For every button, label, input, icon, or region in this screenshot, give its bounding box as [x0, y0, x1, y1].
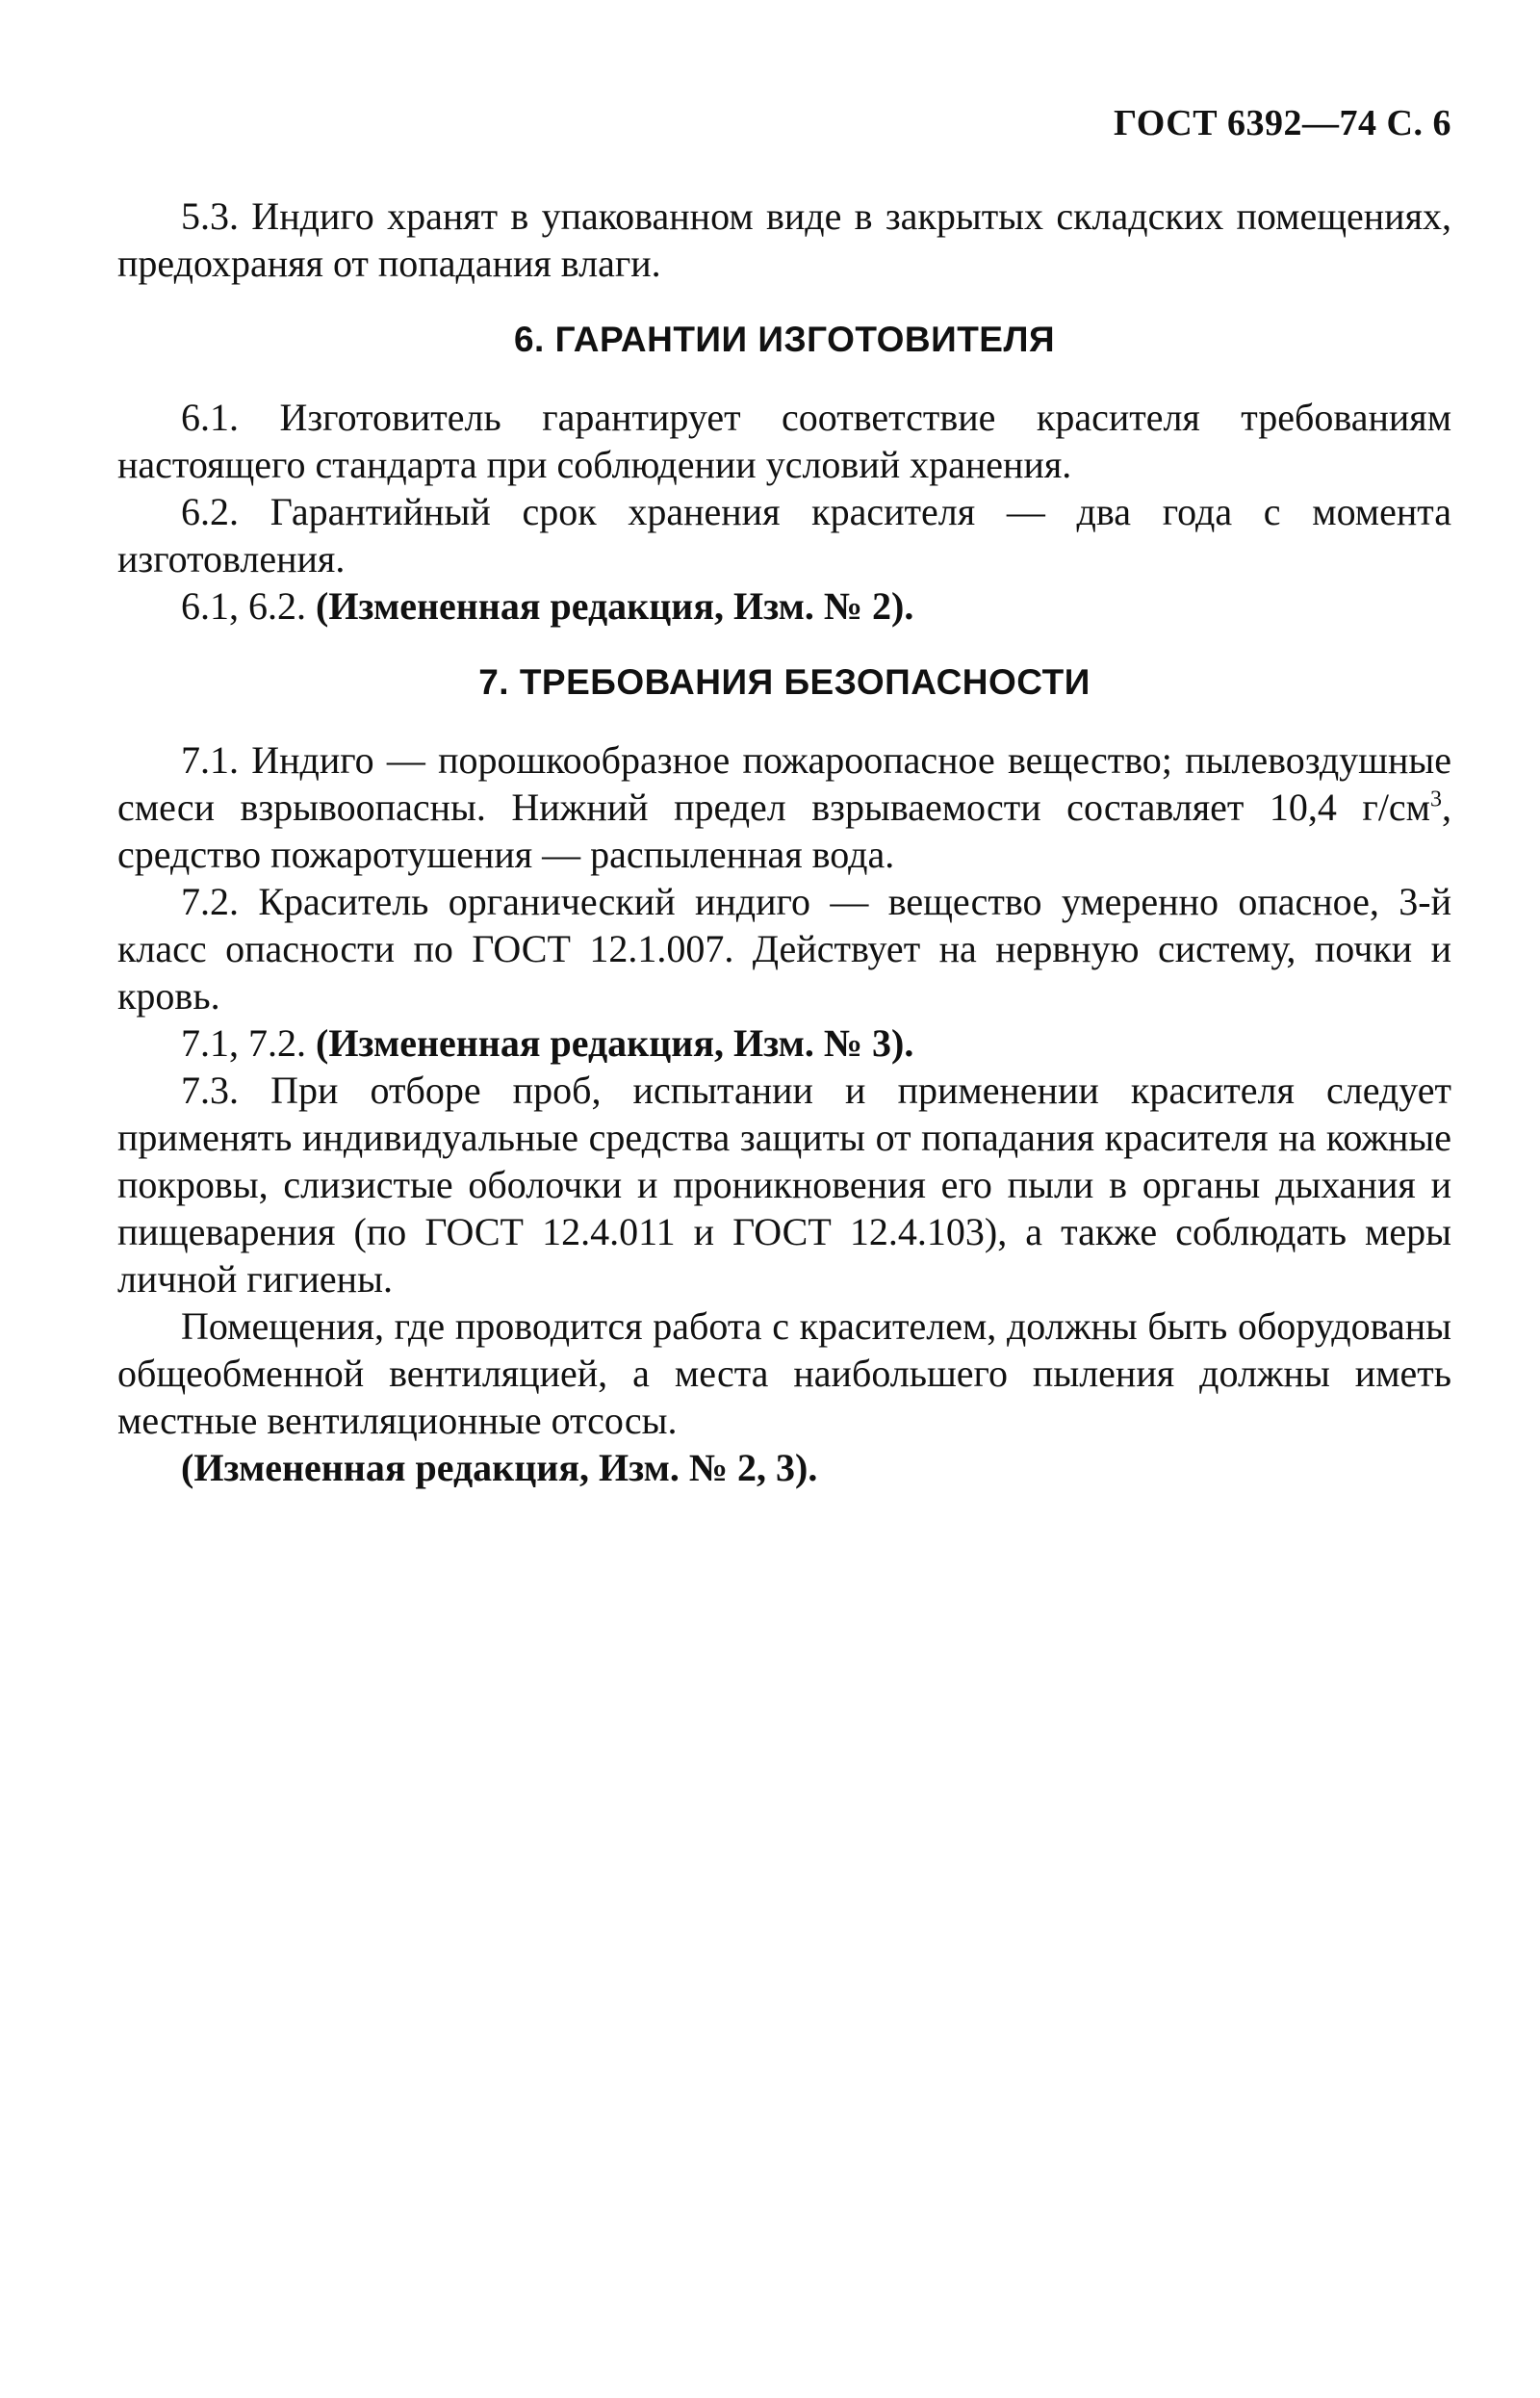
paragraph-7-3: 7.3. При отборе проб, испытании и применении красителя следует применять индивидуальные средства защиты от попадания красителя на кожные покровы, слизистые оболочки и проникновения его пыли в органы дыхания и пищеварения (по ГОСТ 12.4.011 и ГОСТ 12.4.103), а также соблюдать меры личной гигиены. — [117, 1069, 1451, 1301]
paragraph-5-3: 5.3. Индиго хранят в упакованном виде в закрытых складских помещениях, предохраняя от попадания влаги. — [117, 194, 1451, 285]
amendment-note-7-1 — [117, 1019, 1451, 1067]
paragraph-7-2: 7.2. Краситель органический индиго — вещество умеренно опасное, 3-й класс опасности по ГОСТ 12.1.007. Действует на нервную систему, почки и кровь. — [117, 880, 1451, 1018]
amendment-note-7-2: (Измененная редакция, Изм. № 2, 3). — [181, 1446, 818, 1489]
amendment-ref: 6.1, 6.2. — [181, 584, 316, 628]
paragraph-6-2: 6.2. Гарантийный срок хранения красителя — два года с момента изготовления. — [117, 490, 1451, 580]
paragraph-7-1-part-b: , средство пожаротушения — распыленная вода. — [117, 786, 1451, 876]
paragraph-6-1: 6.1. Изготовитель гарантирует соответствие красителя требованиям настоящего стандарта при соблюдении условий хранения. — [117, 396, 1451, 486]
paragraph-7-1 — [117, 736, 1451, 878]
paragraph-7-1-part-a: 7.1. Индиго — порошкообразное пожароопасное вещество; пылевоздушные смеси взрывоопасны. Нижний предел взрываемости составляет 10,4 г/см — [117, 738, 1451, 829]
paragraph-ventilation: Помещения, где проводится работа с красителем, должны быть оборудованы общеобменной вентиляцией, а места наибольшего пыления должны иметь местные вентиляционные отсосы. — [117, 1304, 1451, 1442]
amendment-text: (Измененная редакция, Изм. № 3). — [316, 1021, 914, 1065]
page-header: ГОСТ 6392—74 С. 6 — [1114, 103, 1451, 143]
amendment-ref: 7.1, 7.2. — [181, 1021, 316, 1065]
section-6-title: 6. ГАРАНТИИ ИЗГОТОВИТЕЛЯ — [513, 320, 1056, 359]
document-body — [117, 193, 1451, 1491]
amendment-note-6 — [117, 582, 1451, 630]
amendment-text: (Измененная редакция, Изм. № 2). — [316, 584, 914, 628]
section-7-title: 7. ТРЕБОВАНИЯ БЕЗОПАСНОСТИ — [478, 662, 1091, 702]
superscript-exponent: 3 — [1430, 786, 1442, 812]
